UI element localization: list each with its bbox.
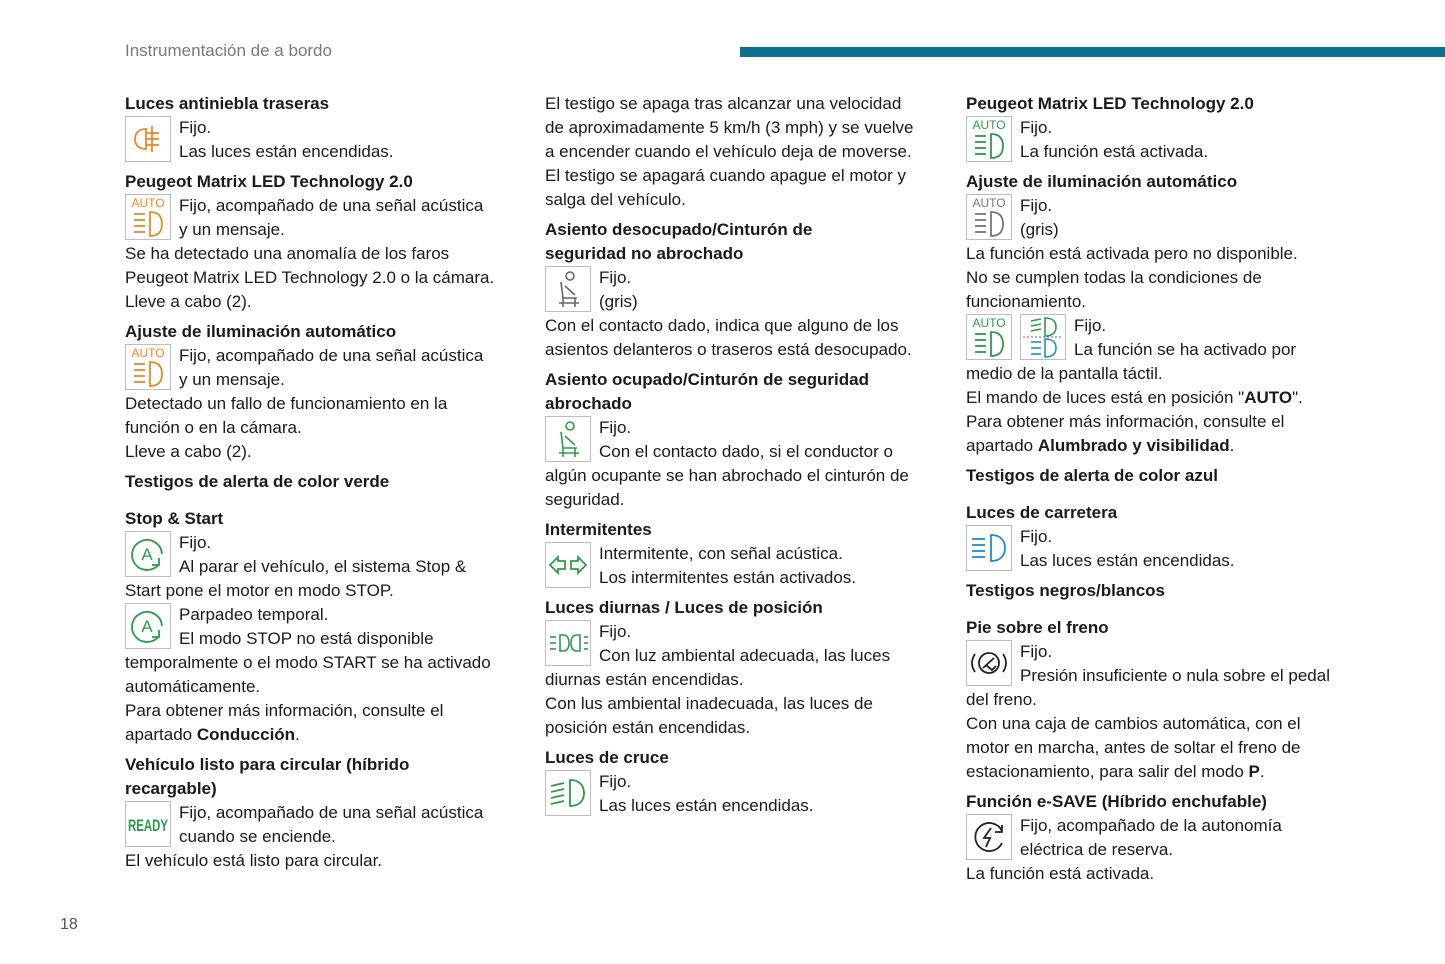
text-line: Fijo. [599, 418, 632, 437]
text-line: Las luces están encendidas. [179, 142, 394, 161]
text-line: Fijo, acompañado de una señal acústica [179, 346, 484, 365]
text-line: Start pone el motor en modo STOP. [125, 581, 394, 600]
text-line: (gris) [1020, 220, 1059, 239]
e-save-icon [966, 814, 1012, 860]
auto-icon-label: AUTO [131, 346, 165, 360]
text-line: Fijo, acompañado de una señal acústica [179, 803, 484, 822]
text-line: Fijo. [1020, 642, 1053, 661]
text-line: Lleve a cabo (2). [125, 442, 252, 461]
section-title: Ajuste de iluminación automático [966, 172, 1238, 191]
section-title: Luces diurnas / Luces de posición [545, 598, 823, 617]
section-title: Asiento ocupado/Cinturón de seguridad abrochado [545, 370, 869, 413]
text-line: motor en marcha, antes de soltar el freno de [966, 738, 1301, 757]
text-line: No se cumplen todas la condiciones de [966, 268, 1262, 287]
group-heading-black-white: Testigos negros/blancos [966, 581, 1166, 600]
start-letter: A [141, 617, 153, 636]
auto-headlamp-green-icon [966, 116, 1012, 162]
low-beam-icon [545, 770, 591, 816]
text-line: Fijo. [179, 118, 212, 137]
text-line: Para obtener más información, consulte el [125, 701, 444, 720]
text-line: Fijo. [599, 622, 632, 641]
section-title: Peugeot Matrix LED Technology 2.0 [125, 172, 413, 191]
turn-signal-icon [545, 542, 591, 588]
auto-icon-label: AUTO [972, 118, 1006, 132]
text-line: El vehículo está listo para circular. [125, 851, 383, 870]
auto-headlamp-grey-icon [966, 194, 1012, 240]
text-line: Las luces están encendidas. [599, 796, 814, 815]
text-line: eléctrica de reserva. [1020, 840, 1174, 859]
text-line: temporalmente o el modo START se ha activado [125, 653, 491, 672]
group-heading-green: Testigos de alerta de color verde [125, 472, 390, 491]
text-line: Fijo. [1020, 527, 1053, 546]
text-line: y un mensaje. [179, 220, 285, 239]
text-line: El testigo se apagará cuando apague el motor y [545, 166, 907, 185]
foot-on-brake-icon [966, 640, 1012, 686]
text-line: estacionamiento, para salir del modo P. [966, 762, 1265, 781]
text-line: apartado Alumbrado y visibilidad. [966, 436, 1235, 455]
text-line: salga del vehículo. [545, 190, 686, 209]
text-line: posición están encendidas. [545, 718, 751, 737]
auto-icon-label: AUTO [131, 196, 165, 210]
seatbelt-fastened-icon [545, 416, 591, 462]
text-line: La función está activada pero no disponible. [966, 244, 1298, 263]
text-line: (gris) [599, 292, 638, 311]
text-line: Fijo. [1074, 316, 1107, 335]
section-title: Luces antiniebla traseras [125, 94, 330, 113]
section-title: Luces de cruce [545, 748, 669, 767]
text-line: Fijo. [599, 268, 632, 287]
text-line: a encender cuando el vehículo deja de moverse. [545, 142, 912, 161]
text-line: Peugeot Matrix LED Technology 2.0 o la cámara. [125, 268, 495, 287]
text-line: Fijo. [179, 533, 212, 552]
column-3 [966, 92, 1366, 886]
text-line: del freno. [966, 690, 1037, 709]
rear-fog-light-icon [125, 116, 171, 162]
text-line: asientos delanteros o traseros está desocupado. [545, 340, 912, 359]
column-1 [125, 92, 525, 873]
daytime-running-lights-icon [545, 620, 591, 666]
text-line: automáticamente. [125, 677, 261, 696]
text-line: Intermitente, con señal acústica. [599, 544, 843, 563]
text-line: Fijo, acompañado de una señal acústica [179, 196, 484, 215]
text-line: La función está activada. [966, 864, 1155, 883]
text-line: El mando de luces está en posición "AUTO". [966, 388, 1303, 407]
page-header-title: Instrumentación de a bordo [125, 41, 332, 60]
text-line: Las luces están encendidas. [1020, 551, 1235, 570]
section-title: Intermitentes [545, 520, 652, 539]
text-line: La función se ha activado por [1074, 340, 1297, 359]
text-line: de aproximadamente 5 km/h (3 mph) y se vuelve [545, 118, 914, 137]
text-line: Con lus ambiental inadecuada, las luces de [545, 694, 873, 713]
column-2 [545, 92, 945, 818]
page-number: 18 [60, 916, 78, 933]
auto-icon-label: AUTO [972, 196, 1006, 210]
text-line: Parpadeo temporal. [179, 605, 329, 624]
section-title: Vehículo listo para circular (híbrido recargable) [125, 755, 410, 798]
text-line: Se ha detectado una anomalía de los faros [125, 244, 450, 263]
text-line: Lleve a cabo (2). [125, 292, 252, 311]
section-title: Peugeot Matrix LED Technology 2.0 [966, 94, 1254, 113]
start-letter: A [141, 545, 153, 564]
text-line: Detectado un fallo de funcionamiento en la [125, 394, 448, 413]
text-line: Fijo, acompañado de la autonomía [1020, 816, 1282, 835]
stop-start-icon [125, 603, 171, 649]
text-line: medio de la pantalla táctil. [966, 364, 1163, 383]
text-line: Fijo. [599, 772, 632, 791]
text-line: apartado Conducción. [125, 725, 300, 744]
text-line: El modo STOP no está disponible [179, 629, 434, 648]
section-title: Pie sobre el freno [966, 618, 1109, 637]
text-line: cuando se enciende. [179, 827, 336, 846]
text-line: El testigo se apaga tras alcanzar una velocidad [545, 94, 902, 113]
text-line: Fijo. [1020, 196, 1053, 215]
section-title: Asiento desocupado/Cinturón de seguridad no abrochado [545, 220, 813, 263]
auto-headlamp-orange-icon [125, 194, 171, 240]
stop-start-icon [125, 531, 171, 577]
text-line: Para obtener más información, consulte el [966, 412, 1285, 431]
auto-headlamp-green-icon [966, 314, 1012, 360]
section-title: Stop & Start [125, 509, 224, 528]
ready-icon [125, 801, 171, 847]
text-line: Fijo. [1020, 118, 1053, 137]
text-line: algún ocupante se han abrochado el cinturón de [545, 466, 909, 485]
text-line: Con el contacto dado, si el conductor o [599, 442, 893, 461]
text-line: La función está activada. [1020, 142, 1209, 161]
text-line: Con luz ambiental adecuada, las luces [599, 646, 891, 665]
text-line: Presión insuficiente o nula sobre el pedal [1020, 666, 1330, 685]
group-heading-blue: Testigos de alerta de color azul [966, 466, 1218, 485]
section-title: Función e-SAVE (Híbrido enchufable) [966, 792, 1267, 811]
text-line: Con el contacto dado, indica que alguno de los [545, 316, 899, 335]
text-line: diurnas están encendidas. [545, 670, 744, 689]
auto-icon-label: AUTO [972, 316, 1006, 330]
section-title: Ajuste de iluminación automático [125, 322, 397, 341]
text-line: Al parar el vehículo, el sistema Stop & [179, 557, 467, 576]
text-line: función o en la cámara. [125, 418, 302, 437]
section-title: Luces de carretera [966, 503, 1118, 522]
auto-headlamp-orange-icon [125, 344, 171, 390]
ready-label: READY [128, 816, 169, 835]
text-line: funcionamiento. [966, 292, 1087, 311]
text-line: y un mensaje. [179, 370, 285, 389]
text-line: seguridad. [545, 490, 625, 509]
text-line: Con una caja de cambios automática, con el [966, 714, 1301, 733]
seat-unoccupied-icon [545, 266, 591, 312]
text-line: Los intermitentes están activados. [599, 568, 857, 587]
header-accent-bar [740, 47, 1445, 57]
high-beam-icon [966, 525, 1012, 571]
matrix-beam-touchscreen-icon [1020, 314, 1066, 360]
